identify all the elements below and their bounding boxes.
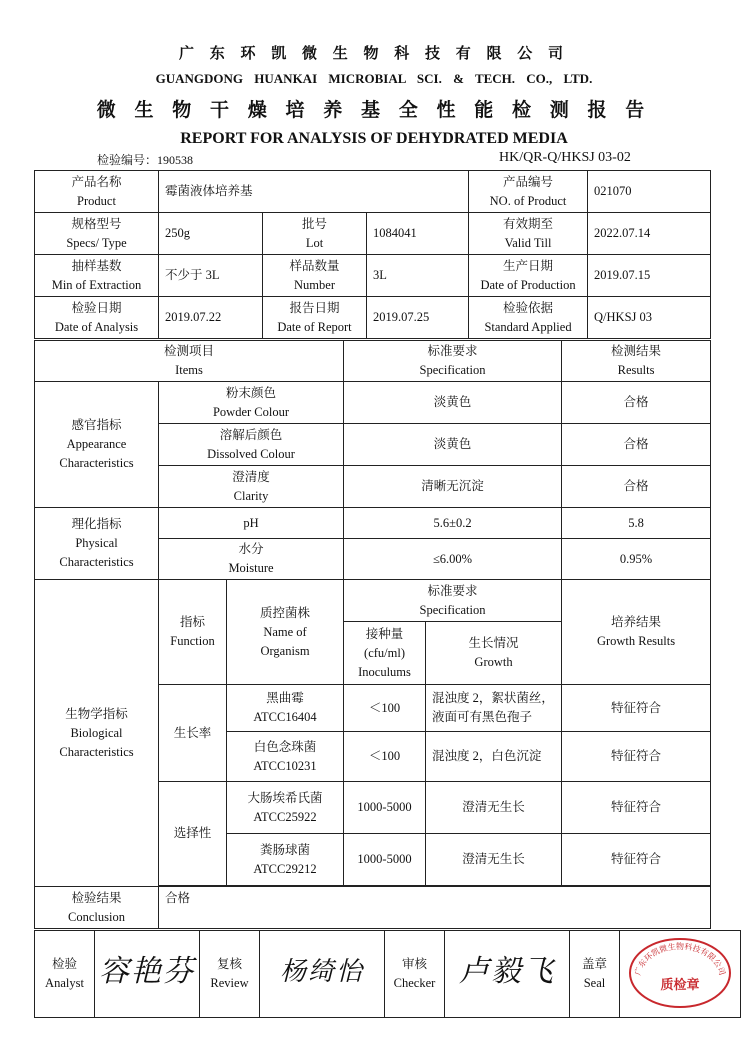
organism-candida: 白色念珠菌 ATCC10231 — [227, 732, 344, 782]
selectivity-label: 选择性 — [159, 782, 227, 886]
min-extraction-value: 不少于 3L — [159, 255, 263, 297]
inoculum-enterococcus: 1000-5000 — [344, 834, 426, 886]
powder-colour-spec: 淡黄色 — [344, 382, 562, 424]
report-title-en: REPORT FOR ANALYSIS OF DEHYDRATED MEDIA — [180, 130, 568, 147]
production-date-value: 2019.07.15 — [588, 255, 711, 297]
svg-text:广东环凯微生物科技有限公司: 广东环凯微生物科技有限公司 — [633, 942, 727, 977]
signature-table — [34, 930, 741, 1018]
checker-label: 审核 Checker — [385, 931, 445, 1018]
valid-label: 有效期至 Valid Till — [469, 213, 588, 255]
ph-label: pH — [159, 508, 344, 539]
standard-label: 检验依据 Standard Applied — [469, 297, 588, 339]
review-label: 复核 Review — [200, 931, 260, 1018]
analyst-label: 检验 Analyst — [35, 931, 95, 1018]
test-items-table — [34, 340, 711, 929]
growth-enterococcus: 澄清无生长 — [426, 834, 562, 886]
checker-signature: 卢毅飞 — [445, 931, 570, 1018]
dissolved-colour-spec: 淡黄色 — [344, 424, 562, 466]
conclusion-value: 合格 — [159, 887, 711, 929]
number-label: 样品数量 Number — [263, 255, 367, 297]
organism-header: 质控菌株 Name of Organism — [227, 580, 344, 685]
function-header: 指标 Function — [159, 580, 227, 685]
moisture-result: 0.95% — [562, 539, 711, 580]
result-enterococcus: 特征符合 — [562, 834, 711, 886]
appearance-group-label: 感官指标 Appearance Characteristics — [35, 382, 159, 508]
organism-ecoli: 大肠埃希氏菌 ATCC25922 — [227, 782, 344, 834]
clarity-result: 合格 — [562, 466, 711, 508]
biological-group-label: 生物学指标 Biological Characteristics — [35, 580, 159, 887]
analysis-date-label: 检验日期 Date of Analysis — [35, 297, 159, 339]
form-code: HK/QR-Q/HKSJ 03-02 — [499, 150, 631, 165]
company-name-cn: 广 东 环 凯 微 生 物 科 技 有 限 公 司 — [178, 46, 569, 62]
growth-results-header: 培养结果 Growth Results — [562, 580, 711, 685]
growth-candida: 混浊度 2，白色沉淀 — [426, 732, 562, 782]
result-candida: 特征符合 — [562, 732, 711, 782]
standard-value: Q/HKSJ 03 — [588, 297, 711, 339]
results-header: 检测结果 Results — [562, 341, 711, 382]
result-aspergillus: 特征符合 — [562, 685, 711, 732]
product-no-label: 产品编号 NO. of Product — [469, 171, 588, 213]
report-number: 检验编号：190538 — [97, 153, 194, 167]
review-signature: 杨绮怡 — [260, 931, 385, 1018]
seal-cell — [620, 931, 741, 1018]
lot-value: 1084041 — [367, 213, 469, 255]
inoculum-ecoli: 1000-5000 — [344, 782, 426, 834]
seal-label: 盖章 Seal — [570, 931, 620, 1018]
product-no-value: 021070 — [588, 171, 711, 213]
report-date-label: 报告日期 Date of Report — [263, 297, 367, 339]
bio-spec-header: 标准要求 Specification — [344, 580, 562, 622]
result-ecoli: 特征符合 — [562, 782, 711, 834]
inoculum-aspergillus: ＜100 — [344, 685, 426, 732]
lot-label: 批号 Lot — [263, 213, 367, 255]
company-name-en: GUANGDONG HUANKAI MICROBIAL SCI. & TECH. CO., LTD. — [155, 71, 593, 86]
analysis-date-value: 2019.07.22 — [159, 297, 263, 339]
moisture-spec: ≤6.00% — [344, 539, 562, 580]
product-label: 产品名称 Product — [35, 171, 159, 213]
growth-header: 生长情况 Growth — [426, 622, 562, 685]
specs-label: 规格型号 Specs/ Type — [35, 213, 159, 255]
dissolved-colour-label: 溶解后颜色 Dissolved Colour — [159, 424, 344, 466]
min-extraction-label: 抽样基数 Min of Extraction — [35, 255, 159, 297]
spec-header: 标准要求 Specification — [344, 341, 562, 382]
number-value: 3L — [367, 255, 469, 297]
dissolved-colour-result: 合格 — [562, 424, 711, 466]
analyst-signature: 容艳芬 — [95, 931, 200, 1018]
items-header: 检测项目 Items — [35, 341, 344, 382]
growth-aspergillus: 混浊度 2，絮状菌丝， 液面可有黑色孢子 — [426, 685, 562, 732]
organism-enterococcus: 粪肠球菌 ATCC29212 — [227, 834, 344, 886]
valid-value: 2022.07.14 — [588, 213, 711, 255]
physical-group-label: 理化指标 Physical Characteristics — [35, 508, 159, 580]
ph-spec: 5.6±0.2 — [344, 508, 562, 539]
svg-text:质检章: 质检章 — [660, 978, 700, 993]
report-date-value: 2019.07.25 — [367, 297, 469, 339]
inoculum-header: 接种量 (cfu/ml) Inoculums — [344, 622, 426, 685]
clarity-spec: 清晰无沉淀 — [344, 466, 562, 508]
powder-colour-result: 合格 — [562, 382, 711, 424]
powder-colour-label: 粉末颜色 Powder Colour — [159, 382, 344, 424]
production-date-label: 生产日期 Date of Production — [469, 255, 588, 297]
clarity-label: 澄清度 Clarity — [159, 466, 344, 508]
product-info-table — [34, 170, 711, 339]
conclusion-label: 检验结果 Conclusion — [35, 887, 159, 929]
product-value: 霉菌液体培养基 — [159, 171, 469, 213]
inoculum-candida: ＜100 — [344, 732, 426, 782]
specs-value: 250g — [159, 213, 263, 255]
report-title-cn: 微 生 物 干 燥 培 养 基 全 性 能 检 测 报 告 — [96, 100, 652, 121]
ph-result: 5.8 — [562, 508, 711, 539]
quality-seal-stamp — [624, 931, 736, 1011]
organism-aspergillus: 黑曲霉 ATCC16404 — [227, 685, 344, 732]
moisture-label: 水分 Moisture — [159, 539, 344, 580]
growth-ecoli: 澄清无生长 — [426, 782, 562, 834]
growth-rate-label: 生长率 — [159, 685, 227, 782]
